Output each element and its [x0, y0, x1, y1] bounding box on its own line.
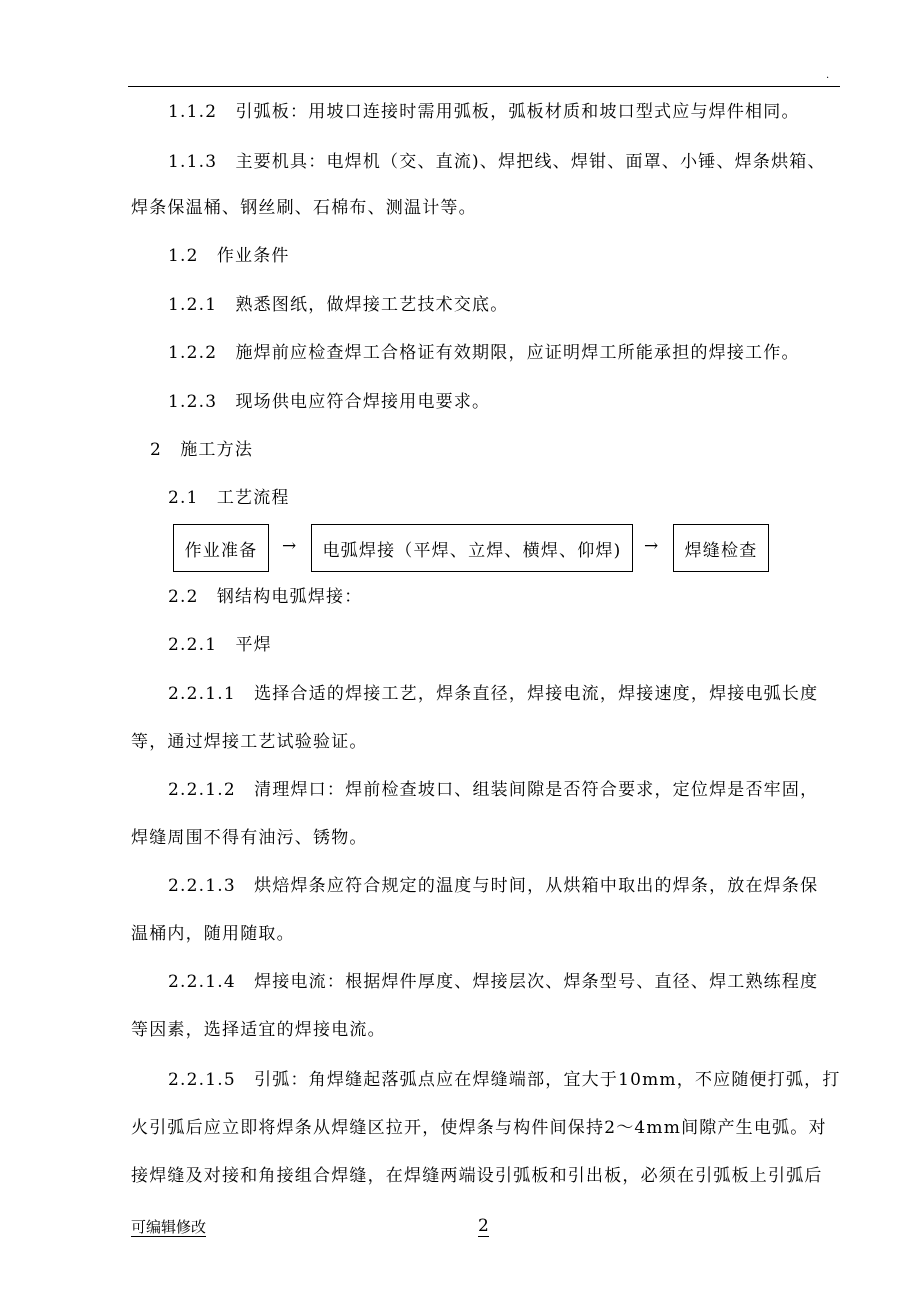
flow-arrow-2: →	[644, 536, 659, 556]
paragraph-1-1-2: 1.1.2 引弧板：用坡口连接时需用弧板，弧板材质和坡口型式应与焊件相同。	[168, 102, 800, 122]
flow-step-prepare: 作业准备	[173, 524, 269, 572]
paragraph-2-2-1-5-cont-1: 火引弧后应立即将焊条从焊缝区拉开，使焊条与构件间保持2～4mm间隙产生电弧。对	[131, 1118, 827, 1138]
paragraph-2-2-1-4: 2.2.1.4 焊接电流：根据焊件厚度、焊接层次、焊条型号、直径、焊工熟练程度	[168, 972, 819, 992]
paragraph-2-2-1-1-cont: 等，通过焊接工艺试验验证。	[131, 732, 368, 752]
header-mark: .	[826, 70, 830, 81]
paragraph-2-2-1-2: 2.2.1.2 清理焊口：焊前检查坡口、组装间隙是否符合要求，定位焊是否牢固，	[168, 780, 819, 800]
paragraph-2-2-1-4-cont: 等因素，选择适宜的焊接电流。	[131, 1020, 386, 1040]
paragraph-1-1-3: 1.1.3 主要机具：电焊机（交、直流)、焊把线、焊钳、面罩、小锤、焊条烘箱、	[168, 152, 826, 172]
paragraph-1-1-3-cont: 焊条保温桶、钢丝刷、石棉布、测温计等。	[131, 198, 477, 218]
paragraph-2-2-1-5: 2.2.1.5 引弧：角焊缝起落弧点应在焊缝端部，宜大于10mm，不应随便打弧，打	[168, 1070, 841, 1090]
heading-2-2: 2.2 钢结构电弧焊接：	[168, 587, 363, 607]
page-number: 2	[478, 1216, 489, 1236]
heading-1-2: 1.2 作业条件	[168, 246, 290, 266]
paragraph-1-2-2: 1.2.2 施焊前应检查焊工合格证有效期限，应证明焊工所能承担的焊接工作。	[168, 343, 800, 363]
header-rule	[128, 86, 840, 87]
paragraph-1-2-1: 1.2.1 熟悉图纸，做焊接工艺技术交底。	[168, 295, 509, 315]
footer-editable-note: 可编辑修改	[131, 1218, 207, 1236]
paragraph-1-2-3: 1.2.3 现场供电应符合焊接用电要求。	[168, 392, 491, 412]
paragraph-2-2-1-3-cont: 温桶内，随用随取。	[131, 924, 295, 944]
flow-step-welding: 电弧焊接（平焊、立焊、横焊、仰焊)	[311, 524, 633, 572]
flow-arrow-1: →	[282, 536, 297, 556]
paragraph-2-2-1-1: 2.2.1.1 选择合适的焊接工艺，焊条直径，焊接电流，焊接速度，焊接电弧长度	[168, 684, 819, 704]
paragraph-2-2-1-2-cont: 焊缝周围不得有油污、锈物。	[131, 828, 368, 848]
heading-2-1: 2.1 工艺流程	[168, 488, 290, 508]
paragraph-2-2-1-3: 2.2.1.3 烘焙焊条应符合规定的温度与时间，从烘箱中取出的焊条，放在焊条保	[168, 876, 819, 896]
heading-2: 2 施工方法	[150, 440, 254, 460]
flow-step-inspect: 焊缝检查	[673, 524, 769, 572]
paragraph-2-2-1-5-cont-2: 接焊缝及对接和角接组合焊缝，在焊缝两端设引弧板和引出板，必须在引弧板上引弧后	[131, 1166, 823, 1186]
heading-2-2-1: 2.2.1 平焊	[168, 635, 272, 655]
